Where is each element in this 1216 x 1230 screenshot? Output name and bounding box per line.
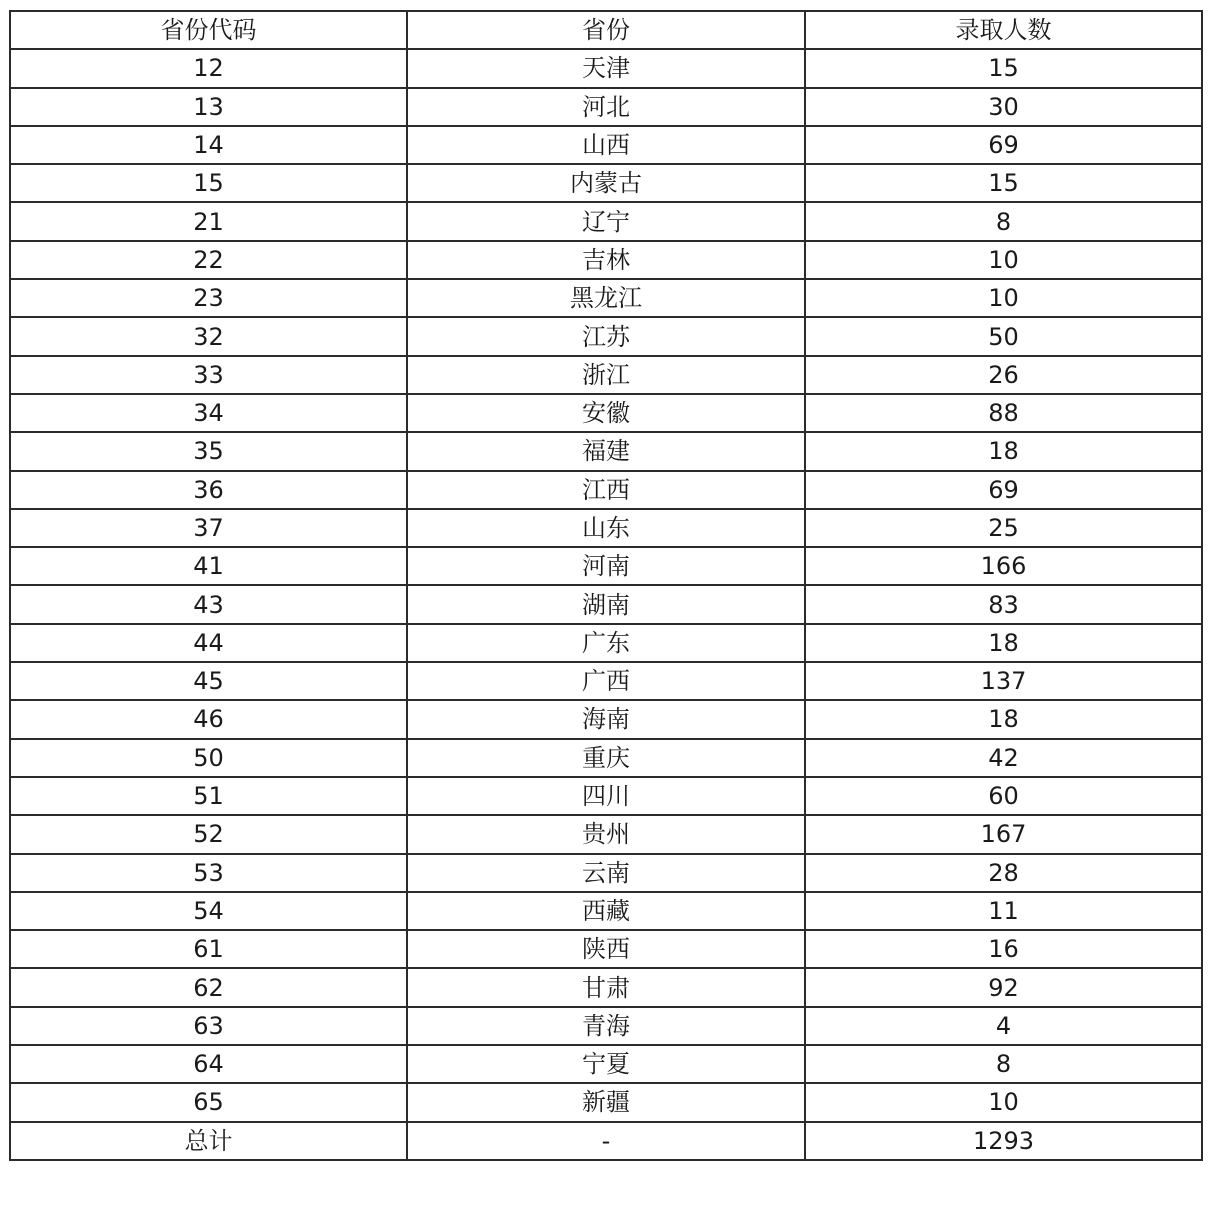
cell-province-code: 45 xyxy=(10,662,407,700)
table-header-row xyxy=(10,11,1202,49)
total-count: 1293 xyxy=(805,1122,1202,1160)
cell-province-code: 52 xyxy=(10,815,407,853)
total-province: - xyxy=(407,1122,805,1160)
cell-province-code: 64 xyxy=(10,1045,407,1083)
cell-province-code: 62 xyxy=(10,968,407,1006)
cell-province: 天津 xyxy=(407,49,805,87)
table-row xyxy=(10,700,1202,738)
cell-province: 河南 xyxy=(407,547,805,585)
table-row xyxy=(10,662,1202,700)
table-row xyxy=(10,624,1202,662)
cell-province: 贵州 xyxy=(407,815,805,853)
cell-admission-count: 15 xyxy=(805,164,1202,202)
cell-province-code: 50 xyxy=(10,739,407,777)
cell-province-code: 22 xyxy=(10,241,407,279)
cell-province: 青海 xyxy=(407,1007,805,1045)
cell-admission-count: 18 xyxy=(805,432,1202,470)
cell-province: 海南 xyxy=(407,700,805,738)
header-province: 省份 xyxy=(407,11,805,49)
cell-province: 广东 xyxy=(407,624,805,662)
cell-province-code: 12 xyxy=(10,49,407,87)
cell-province: 江西 xyxy=(407,471,805,509)
cell-province: 辽宁 xyxy=(407,202,805,240)
cell-province: 山西 xyxy=(407,126,805,164)
table-row xyxy=(10,509,1202,547)
table-total-row xyxy=(10,1122,1202,1160)
table-row xyxy=(10,1045,1202,1083)
cell-province-code: 23 xyxy=(10,279,407,317)
table-row xyxy=(10,471,1202,509)
cell-province-code: 46 xyxy=(10,700,407,738)
table-row xyxy=(10,930,1202,968)
cell-province: 安徽 xyxy=(407,394,805,432)
cell-admission-count: 18 xyxy=(805,624,1202,662)
cell-province-code: 51 xyxy=(10,777,407,815)
table-row xyxy=(10,854,1202,892)
cell-province: 广西 xyxy=(407,662,805,700)
cell-province: 江苏 xyxy=(407,317,805,355)
cell-province-code: 35 xyxy=(10,432,407,470)
cell-province: 新疆 xyxy=(407,1083,805,1121)
cell-admission-count: 167 xyxy=(805,815,1202,853)
cell-province-code: 34 xyxy=(10,394,407,432)
cell-province-code: 36 xyxy=(10,471,407,509)
cell-province: 陕西 xyxy=(407,930,805,968)
table-row xyxy=(10,739,1202,777)
cell-province-code: 13 xyxy=(10,88,407,126)
table-body xyxy=(10,49,1202,1121)
cell-province: 黑龙江 xyxy=(407,279,805,317)
cell-province: 吉林 xyxy=(407,241,805,279)
cell-admission-count: 26 xyxy=(805,356,1202,394)
cell-province: 浙江 xyxy=(407,356,805,394)
table-row xyxy=(10,394,1202,432)
table-row xyxy=(10,815,1202,853)
cell-admission-count: 60 xyxy=(805,777,1202,815)
cell-province: 山东 xyxy=(407,509,805,547)
cell-province: 西藏 xyxy=(407,892,805,930)
cell-province-code: 43 xyxy=(10,585,407,623)
table-row xyxy=(10,164,1202,202)
cell-province-code: 21 xyxy=(10,202,407,240)
cell-admission-count: 18 xyxy=(805,700,1202,738)
table-row xyxy=(10,1007,1202,1045)
cell-province-code: 33 xyxy=(10,356,407,394)
cell-province-code: 53 xyxy=(10,854,407,892)
cell-admission-count: 11 xyxy=(805,892,1202,930)
cell-province: 内蒙古 xyxy=(407,164,805,202)
cell-admission-count: 28 xyxy=(805,854,1202,892)
cell-admission-count: 10 xyxy=(805,241,1202,279)
total-label: 总计 xyxy=(10,1122,407,1160)
table-row xyxy=(10,356,1202,394)
table-row xyxy=(10,202,1202,240)
table-row xyxy=(10,547,1202,585)
cell-admission-count: 137 xyxy=(805,662,1202,700)
cell-admission-count: 69 xyxy=(805,126,1202,164)
cell-province: 湖南 xyxy=(407,585,805,623)
cell-province-code: 61 xyxy=(10,930,407,968)
table-row xyxy=(10,585,1202,623)
cell-admission-count: 83 xyxy=(805,585,1202,623)
table-row xyxy=(10,88,1202,126)
cell-admission-count: 16 xyxy=(805,930,1202,968)
cell-province: 福建 xyxy=(407,432,805,470)
cell-admission-count: 8 xyxy=(805,1045,1202,1083)
table-row xyxy=(10,317,1202,355)
table-row xyxy=(10,777,1202,815)
cell-province: 河北 xyxy=(407,88,805,126)
header-admission-count: 录取人数 xyxy=(805,11,1202,49)
cell-province-code: 65 xyxy=(10,1083,407,1121)
cell-province-code: 37 xyxy=(10,509,407,547)
cell-province-code: 15 xyxy=(10,164,407,202)
cell-province-code: 32 xyxy=(10,317,407,355)
cell-admission-count: 88 xyxy=(805,394,1202,432)
cell-province-code: 14 xyxy=(10,126,407,164)
table-row xyxy=(10,968,1202,1006)
cell-admission-count: 15 xyxy=(805,49,1202,87)
cell-province-code: 63 xyxy=(10,1007,407,1045)
cell-admission-count: 4 xyxy=(805,1007,1202,1045)
table-row xyxy=(10,432,1202,470)
cell-admission-count: 25 xyxy=(805,509,1202,547)
table-row xyxy=(10,1083,1202,1121)
cell-province-code: 44 xyxy=(10,624,407,662)
table-row xyxy=(10,49,1202,87)
cell-province: 四川 xyxy=(407,777,805,815)
table-row xyxy=(10,892,1202,930)
cell-admission-count: 69 xyxy=(805,471,1202,509)
cell-admission-count: 30 xyxy=(805,88,1202,126)
admissions-table xyxy=(9,10,1203,1161)
cell-admission-count: 8 xyxy=(805,202,1202,240)
cell-admission-count: 10 xyxy=(805,1083,1202,1121)
cell-province: 宁夏 xyxy=(407,1045,805,1083)
table-row xyxy=(10,126,1202,164)
header-province-code: 省份代码 xyxy=(10,11,407,49)
cell-province: 甘肃 xyxy=(407,968,805,1006)
cell-province-code: 54 xyxy=(10,892,407,930)
cell-admission-count: 92 xyxy=(805,968,1202,1006)
admissions-table-container xyxy=(9,10,1201,1161)
table-row xyxy=(10,279,1202,317)
cell-admission-count: 10 xyxy=(805,279,1202,317)
cell-admission-count: 50 xyxy=(805,317,1202,355)
cell-province: 云南 xyxy=(407,854,805,892)
cell-province-code: 41 xyxy=(10,547,407,585)
cell-province: 重庆 xyxy=(407,739,805,777)
table-row xyxy=(10,241,1202,279)
cell-admission-count: 42 xyxy=(805,739,1202,777)
cell-admission-count: 166 xyxy=(805,547,1202,585)
